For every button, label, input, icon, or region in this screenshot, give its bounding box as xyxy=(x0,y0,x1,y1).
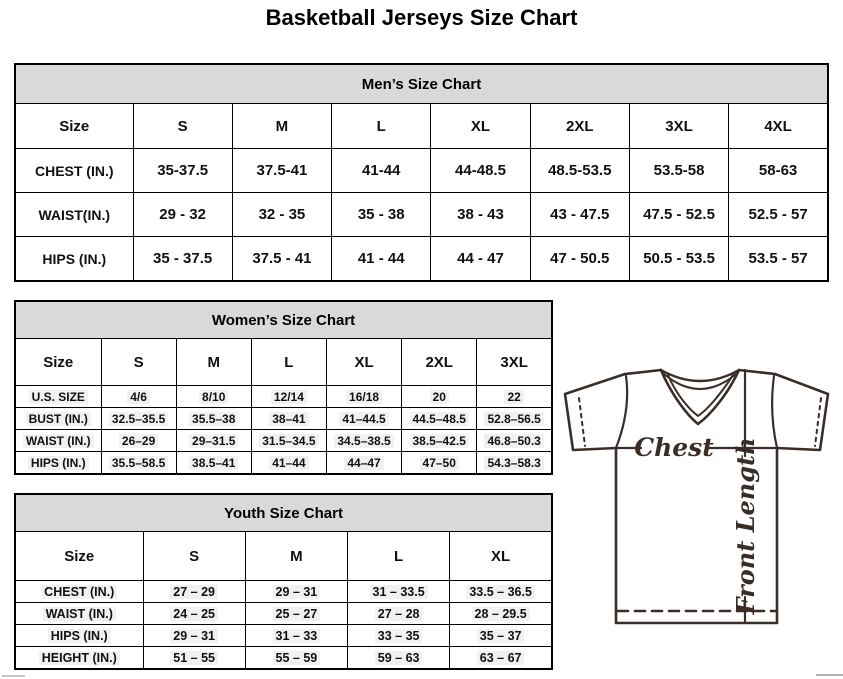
youth-value-cell: 59 – 63 xyxy=(348,647,450,670)
womens-value-cell: 4/6 xyxy=(101,386,176,408)
jersey-measurement-diagram xyxy=(557,360,843,660)
chest-label: Chest xyxy=(634,433,714,462)
mens-value-cell: 43 - 47.5 xyxy=(530,193,629,237)
mens-value-cell: 58-63 xyxy=(729,149,828,193)
womens-value-cell: 8/10 xyxy=(176,386,251,408)
youth-value-cell: 29 – 31 xyxy=(245,581,347,603)
mens-chart-title: Men’s Size Chart xyxy=(15,64,828,104)
youth-value-cell: 35 – 37 xyxy=(450,625,552,647)
mens-value-cell: 53.5 - 57 xyxy=(729,237,828,282)
jersey-outline-icon xyxy=(557,360,843,660)
youth-value-cell: 55 – 59 xyxy=(245,647,347,670)
womens-column-header-m: M xyxy=(176,339,251,386)
womens-value-cell: 41–44 xyxy=(251,452,326,475)
mens-value-cell: 50.5 - 53.5 xyxy=(629,237,728,282)
womens-column-header-s: S xyxy=(101,339,176,386)
womens-table-row xyxy=(15,452,552,475)
mens-table-row xyxy=(15,237,828,282)
womens-row-label: U.S. SIZE xyxy=(15,386,101,408)
womens-chart-title: Women’s Size Chart xyxy=(15,301,552,339)
womens-size-chart-table xyxy=(14,300,553,475)
youth-value-cell: 33.5 – 36.5 xyxy=(450,581,552,603)
mens-value-cell: 47 - 50.5 xyxy=(530,237,629,282)
mens-column-header-xl: XL xyxy=(431,104,530,149)
mens-value-cell: 47.5 - 52.5 xyxy=(629,193,728,237)
youth-column-header-l: L xyxy=(348,532,450,581)
mens-value-cell: 35 - 37.5 xyxy=(133,237,232,282)
womens-column-header-2xl: 2XL xyxy=(402,339,477,386)
womens-value-cell: 16/18 xyxy=(326,386,401,408)
youth-table-row xyxy=(15,581,552,603)
youth-table-row xyxy=(15,625,552,647)
womens-value-cell: 12/14 xyxy=(251,386,326,408)
womens-value-cell: 20 xyxy=(402,386,477,408)
womens-table-row xyxy=(15,408,552,430)
mens-table-row xyxy=(15,193,828,237)
cropped-ui-fragment-right xyxy=(816,674,843,676)
youth-column-header-size: Size xyxy=(15,532,143,581)
womens-column-header-xl: XL xyxy=(326,339,401,386)
youth-row-label: CHEST (IN.) xyxy=(15,581,143,603)
mens-value-cell: 29 - 32 xyxy=(133,193,232,237)
mens-value-cell: 35 - 38 xyxy=(332,193,431,237)
mens-value-cell: 35-37.5 xyxy=(133,149,232,193)
mens-column-header-size: Size xyxy=(15,104,133,149)
youth-row-label: HEIGHT (IN.) xyxy=(15,647,143,670)
mens-table-row xyxy=(15,149,828,193)
womens-value-cell: 34.5–38.5 xyxy=(326,430,401,452)
youth-value-cell: 31 – 33.5 xyxy=(348,581,450,603)
womens-row-label: WAIST (IN.) xyxy=(15,430,101,452)
womens-table-row xyxy=(15,430,552,452)
mens-size-chart-table xyxy=(14,63,829,282)
mens-value-cell: 37.5 - 41 xyxy=(232,237,331,282)
cropped-ui-fragment-left xyxy=(2,675,25,677)
womens-value-cell: 46.8–50.3 xyxy=(477,430,552,452)
womens-column-header-size: Size xyxy=(15,339,101,386)
youth-value-cell: 29 – 31 xyxy=(143,625,245,647)
mens-value-cell: 52.5 - 57 xyxy=(729,193,828,237)
mens-value-cell: 53.5-58 xyxy=(629,149,728,193)
womens-value-cell: 26–29 xyxy=(101,430,176,452)
youth-row-label: HIPS (IN.) xyxy=(15,625,143,647)
youth-value-cell: 63 – 67 xyxy=(450,647,552,670)
youth-table-row xyxy=(15,647,552,670)
youth-value-cell: 33 – 35 xyxy=(348,625,450,647)
youth-size-chart-table xyxy=(14,493,553,670)
womens-value-cell: 32.5–35.5 xyxy=(101,408,176,430)
mens-column-header-3xl: 3XL xyxy=(629,104,728,149)
womens-value-cell: 38.5–41 xyxy=(176,452,251,475)
youth-value-cell: 28 – 29.5 xyxy=(450,603,552,625)
womens-value-cell: 29–31.5 xyxy=(176,430,251,452)
womens-value-cell: 22 xyxy=(477,386,552,408)
womens-value-cell: 41–44.5 xyxy=(326,408,401,430)
womens-value-cell: 54.3–58.3 xyxy=(477,452,552,475)
womens-column-header-l: L xyxy=(251,339,326,386)
mens-value-cell: 48.5-53.5 xyxy=(530,149,629,193)
youth-column-header-s: S xyxy=(143,532,245,581)
mens-column-header-4xl: 4XL xyxy=(729,104,828,149)
youth-column-header-xl: XL xyxy=(450,532,552,581)
mens-row-label: CHEST (IN.) xyxy=(15,149,133,193)
mens-value-cell: 37.5-41 xyxy=(232,149,331,193)
youth-table-row xyxy=(15,603,552,625)
mens-column-header-2xl: 2XL xyxy=(530,104,629,149)
youth-value-cell: 24 – 25 xyxy=(143,603,245,625)
youth-value-cell: 27 – 28 xyxy=(348,603,450,625)
womens-value-cell: 44–47 xyxy=(326,452,401,475)
mens-value-cell: 44-48.5 xyxy=(431,149,530,193)
youth-value-cell: 27 – 29 xyxy=(143,581,245,603)
womens-value-cell: 47–50 xyxy=(402,452,477,475)
page-title: Basketball Jerseys Size Chart xyxy=(265,5,578,30)
womens-row-label: HIPS (IN.) xyxy=(15,452,101,475)
womens-value-cell: 35.5–58.5 xyxy=(101,452,176,475)
mens-column-header-s: S xyxy=(133,104,232,149)
womens-value-cell: 44.5–48.5 xyxy=(402,408,477,430)
mens-value-cell: 44 - 47 xyxy=(431,237,530,282)
youth-chart-title: Youth Size Chart xyxy=(15,494,552,532)
womens-value-cell: 52.8–56.5 xyxy=(477,408,552,430)
womens-table-row xyxy=(15,386,552,408)
youth-value-cell: 51 – 55 xyxy=(143,647,245,670)
womens-value-cell: 38–41 xyxy=(251,408,326,430)
womens-row-label: BUST (IN.) xyxy=(15,408,101,430)
womens-value-cell: 38.5–42.5 xyxy=(402,430,477,452)
mens-value-cell: 32 - 35 xyxy=(232,193,331,237)
mens-value-cell: 38 - 43 xyxy=(431,193,530,237)
youth-column-header-m: M xyxy=(245,532,347,581)
womens-value-cell: 35.5–38 xyxy=(176,408,251,430)
youth-value-cell: 25 – 27 xyxy=(245,603,347,625)
mens-value-cell: 41 - 44 xyxy=(332,237,431,282)
mens-column-header-l: L xyxy=(332,104,431,149)
mens-value-cell: 41-44 xyxy=(332,149,431,193)
youth-row-label: WAIST (IN.) xyxy=(15,603,143,625)
mens-row-label: HIPS (IN.) xyxy=(15,237,133,282)
mens-row-label: WAIST(IN.) xyxy=(15,193,133,237)
front-length-label: Front Length xyxy=(731,437,760,615)
womens-value-cell: 31.5–34.5 xyxy=(251,430,326,452)
mens-column-header-m: M xyxy=(232,104,331,149)
youth-value-cell: 31 – 33 xyxy=(245,625,347,647)
womens-column-header-3xl: 3XL xyxy=(477,339,552,386)
